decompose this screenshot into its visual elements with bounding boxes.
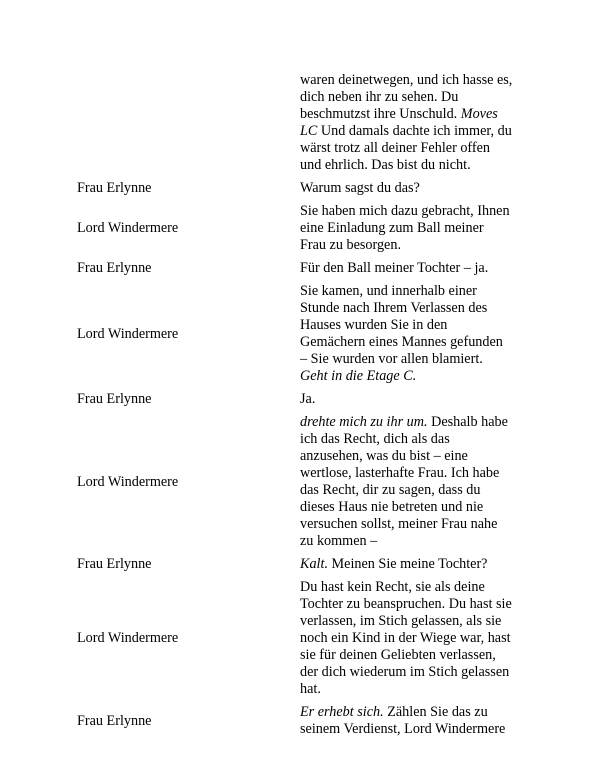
dialogue-text: zu kommen – <box>300 533 378 549</box>
dialogue-line <box>300 72 512 89</box>
dialogue-text: beschmutzst ihre Unschuld. <box>300 106 461 122</box>
dialogue-line <box>300 664 509 681</box>
dialogue-text: dieses Haus nie betreten und nie <box>300 499 484 515</box>
dialogue-text: Gemächern eines Mannes gefunden <box>300 334 503 350</box>
dialogue-line <box>300 334 503 351</box>
dialogue-text: Zählen Sie das zu <box>383 704 488 720</box>
dialogue-line <box>300 596 512 613</box>
dialogue-text: und ehrlich. Das bist du nicht. <box>300 157 471 173</box>
dialogue-row <box>0 72 600 174</box>
dialogue-line <box>300 414 508 431</box>
dialogue-text: Warum sagst du das? <box>300 180 420 196</box>
dialogue-line <box>300 482 480 499</box>
speaker-name: Frau Erlynne <box>77 260 152 276</box>
dialogue-text: wertlose, lasterhafte Frau. Ich habe <box>300 465 500 481</box>
dialogue-line <box>300 106 498 123</box>
dialogue-row <box>0 579 600 698</box>
speaker-name: Frau Erlynne <box>77 713 152 729</box>
dialogue-line <box>300 283 477 300</box>
dialogue-line <box>300 317 447 334</box>
dialogue-row <box>0 391 600 408</box>
dialogue-line <box>300 431 450 448</box>
dialogue-text: Sie kamen, und innerhalb einer <box>300 283 477 299</box>
stage-direction: drehte mich zu ihr um. <box>300 414 428 430</box>
dialogue-text: wärst trotz all deiner Fehler offen <box>300 140 491 156</box>
speaker-name: Frau Erlynne <box>77 180 152 196</box>
dialogue-line <box>300 516 497 533</box>
dialogue-text: seinem Verdienst, Lord Windermere <box>300 721 506 737</box>
dialogue-line <box>300 704 488 721</box>
dialogue-line <box>300 368 416 385</box>
dialogue-line <box>300 556 487 573</box>
dialogue-row <box>0 260 600 277</box>
dialogue-text: – Sie wurden vor allen blamiert. <box>300 351 483 367</box>
dialogue-text: verlassen, im Stich gelassen, als sie <box>300 613 502 629</box>
dialogue-line <box>300 533 377 550</box>
dialogue-text: Meinen Sie meine Tochter? <box>328 556 488 572</box>
dialogue-line <box>300 123 512 140</box>
dialogue-line <box>300 630 511 647</box>
dialogue-text: versuchen sollst, meiner Frau nahe <box>300 516 498 532</box>
dialogue-row <box>0 704 600 738</box>
dialogue-line <box>300 391 315 408</box>
dialogue-line <box>300 260 488 277</box>
dialogue-text: dich neben ihr zu sehen. Du <box>300 89 459 105</box>
dialogue-line <box>300 180 420 197</box>
stage-direction: Kalt. <box>300 556 328 572</box>
dialogue-line <box>300 89 458 106</box>
dialogue-text: anzusehen, was du bist – eine <box>300 448 468 464</box>
dialogue-text: eine Einladung zum Ball meiner <box>300 220 484 236</box>
dialogue-text: der dich wiederum im Stich gelassen <box>300 664 510 680</box>
stage-direction: Geht in die Etage C. <box>300 368 417 384</box>
dialogue-line <box>300 448 468 465</box>
speaker-name: Frau Erlynne <box>77 391 152 407</box>
dialogue-line <box>300 721 505 738</box>
stage-direction: Moves <box>460 106 498 122</box>
dialogue-row <box>0 414 600 550</box>
dialogue-line <box>300 300 487 317</box>
dialogue-text: Für den Ball meiner Tochter – ja. <box>300 260 489 276</box>
dialogue-text: Und damals dachte ich immer, du <box>317 123 512 139</box>
dialogue-text: hat. <box>300 681 321 697</box>
dialogue-text: noch ein Kind in der Wiege war, hast <box>300 630 511 646</box>
dialogue-line <box>300 579 485 596</box>
dialogue-line <box>300 237 401 254</box>
dialogue-text: Tochter zu beanspruchen. Du hast sie <box>300 596 512 612</box>
dialogue-row <box>0 203 600 254</box>
dialogue-line <box>300 465 499 482</box>
dialogue-text: waren deinetwegen, und ich hasse es, <box>300 72 513 88</box>
dialogue-line <box>300 220 484 237</box>
stage-direction: LC <box>300 123 318 139</box>
dialogue-text: ich das Recht, dich als das <box>300 431 450 447</box>
speaker-name: Lord Windermere <box>77 220 179 236</box>
dialogue-line <box>300 203 510 220</box>
dialogue-line <box>300 140 490 157</box>
stage-direction: Er erhebt sich. <box>300 704 384 720</box>
speaker-name: Lord Windermere <box>77 326 179 342</box>
dialogue-text: Du hast kein Recht, sie als deine <box>300 579 485 595</box>
dialogue-line <box>300 681 321 698</box>
dialogue-line <box>300 351 483 368</box>
dialogue-text: Hauses wurden Sie in den <box>300 317 448 333</box>
speaker-name: Lord Windermere <box>77 630 179 646</box>
dialogue-text: Stunde nach Ihrem Verlassen des <box>300 300 488 316</box>
dialogue-text: Frau zu besorgen. <box>300 237 401 253</box>
dialogue-text: sie für deinen Geliebten verlassen, <box>300 647 496 663</box>
dialogue-line <box>300 613 501 630</box>
speaker-name: Frau Erlynne <box>77 556 152 572</box>
dialogue-text: das Recht, dir zu sagen, dass du <box>300 482 481 498</box>
dialogue-row <box>0 180 600 197</box>
dialogue-line <box>300 499 483 516</box>
dialogue-row <box>0 283 600 385</box>
dialogue-line <box>300 157 471 174</box>
dialogue-text: Deshalb habe <box>427 414 508 430</box>
dialogue-row <box>0 556 600 573</box>
speaker-name: Lord Windermere <box>77 474 179 490</box>
dialogue-line <box>300 647 496 664</box>
dialogue-text: Sie haben mich dazu gebracht, Ihnen <box>300 203 510 219</box>
dialogue-text: Ja. <box>300 391 316 407</box>
